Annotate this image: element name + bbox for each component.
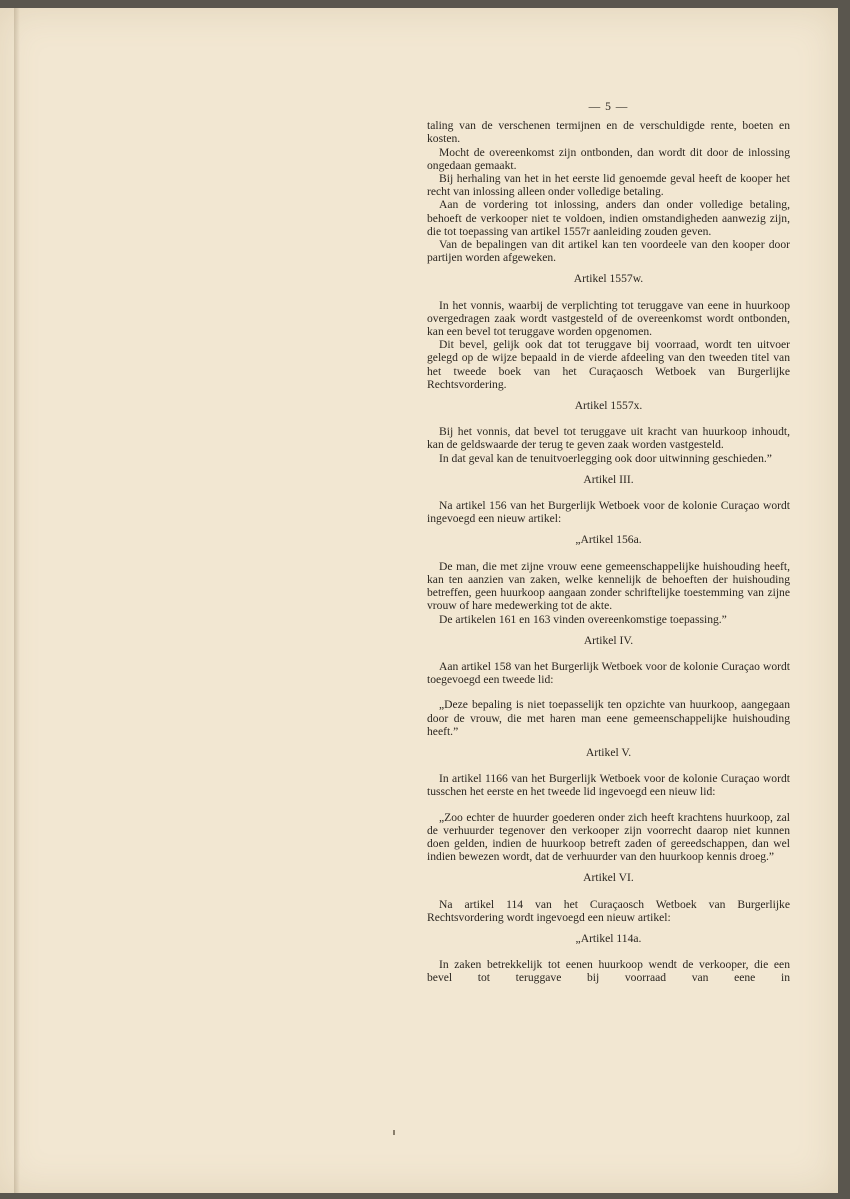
paragraph: Aan de vordering tot inlossing, anders dan onder volledige betaling, behoeft de verkooper niet te voldoen, indien omstandigheden aanwezig zijn, die tot toepassing van artikel 1557r aanleiding zouden geven. — [427, 198, 790, 238]
margin-mark — [393, 1130, 395, 1135]
paragraph: De artikelen 161 en 163 vinden overeenkomstige toepassing.” — [439, 612, 727, 626]
article-heading: Artikel V. — [585, 745, 632, 759]
body-text — [427, 119, 790, 984]
paragraph: Aan artikel 158 van het Burgerlijk Wetboek voor de kolonie Curaçao wordt toegevoegd een tweede lid: — [427, 659, 790, 687]
article-heading: Artikel IV. — [583, 633, 634, 647]
paragraph: In dat geval kan de tenuitvoerlegging ook door uitwinning geschieden.” — [439, 451, 772, 465]
article-heading: „Artikel 156a. — [575, 533, 642, 547]
article-heading: „Artikel 114a. — [575, 931, 642, 945]
paragraph: „Zoo echter de huurder goederen onder zich heeft krachtens huurkoop, zal de verhuurder tegenover den verkooper zijn voorrecht daarop niet kunnen doen gelden, indien de huurkoop betreft zaden of gereedschappen, dan wel indien bewezen wordt, dat de verhuurder van den huurkoop kennis droeg.” — [427, 810, 790, 864]
paragraph: Bij het vonnis, dat bevel tot teruggave uit kracht van huurkoop inhoudt, kan de geldswaarde der terug te geven zaak worden vastgesteld. — [427, 425, 790, 452]
text-column — [427, 100, 790, 985]
page-number: — 5 — — [588, 100, 629, 113]
page-fold-shadow — [14, 8, 20, 1193]
paragraph: Mocht de overeenkomst zijn ontbonden, dan wordt dit door de inlossing ongedaan gemaakt. — [427, 145, 790, 172]
paragraph: Bij herhaling van het in het eerste lid genoemde geval heeft de kooper het recht van inlossing alleen onder volledige betaling. — [427, 172, 790, 199]
article-heading: Artikel 1557x. — [574, 399, 643, 413]
paragraph: Na artikel 114 van het Curaçaosch Wetboek van Burgerlijke Rechtsvordering wordt ingevoegd een nieuw artikel: — [427, 897, 790, 924]
article-heading: Artikel 1557w. — [573, 272, 644, 286]
paragraph: In zaken betrekkelijk tot eenen huurkoop wendt de verkooper, die een bevel tot teruggave bij voorraad van eene in — [427, 958, 790, 985]
paragraph: taling van de verschenen termijnen en de verschuldigde rente, boeten en kosten. — [427, 119, 790, 146]
paragraph: De man, die met zijne vrouw eene gemeenschappelijke huishouding heeft, kan ten aanzien van zaken, welke kennelijk de behoeften der huishouding betreffen, geen huurkoop aangaan zonder schriftelijke toestemming van zijne vrouw of hare medewerking tot de akte. — [427, 559, 790, 613]
paragraph: Dit bevel, gelijk ook dat tot teruggave bij voorraad, wordt ten uitvoer gelegd op de wijze bepaald in de vierde afdeeling van den tweeden titel van het tweede boek van het Curaçaosch Wetboek van Burgerlijke Rechtsvordering. — [427, 338, 790, 391]
spacer — [427, 799, 790, 811]
paragraph: In het vonnis, waarbij de verplichting tot teruggave van eene in huurkoop overgedragen zaak wordt vastgesteld of de overeenkomst wordt ontbonden, kan een bevel tot teruggave worden opgenomen. — [427, 298, 790, 339]
spacer — [427, 686, 790, 698]
article-heading: Artikel VI. — [583, 871, 634, 885]
paragraph: Na artikel 156 van het Burgerlijk Wetboek voor de kolonie Curaçao wordt ingevoegd een nieuw artikel: — [427, 499, 790, 526]
paragraph: In artikel 1166 van het Burgerlijk Wetboek voor de kolonie Curaçao wordt tusschen het eerste en het tweede lid ingevoegd een nieuw lid: — [427, 772, 790, 799]
paragraph: Van de bepalingen van dit artikel kan ten voordeele van den kooper door partijen worden afgeweken. — [427, 238, 790, 265]
article-heading: Artikel III. — [583, 472, 634, 486]
paragraph: „Deze bepaling is niet toepasselijk ten opzichte van huurkoop, aangegaan door de vrouw, die met haren man eene gemeenschappelijke huishouding heeft.” — [427, 698, 790, 738]
document-page — [0, 8, 838, 1193]
